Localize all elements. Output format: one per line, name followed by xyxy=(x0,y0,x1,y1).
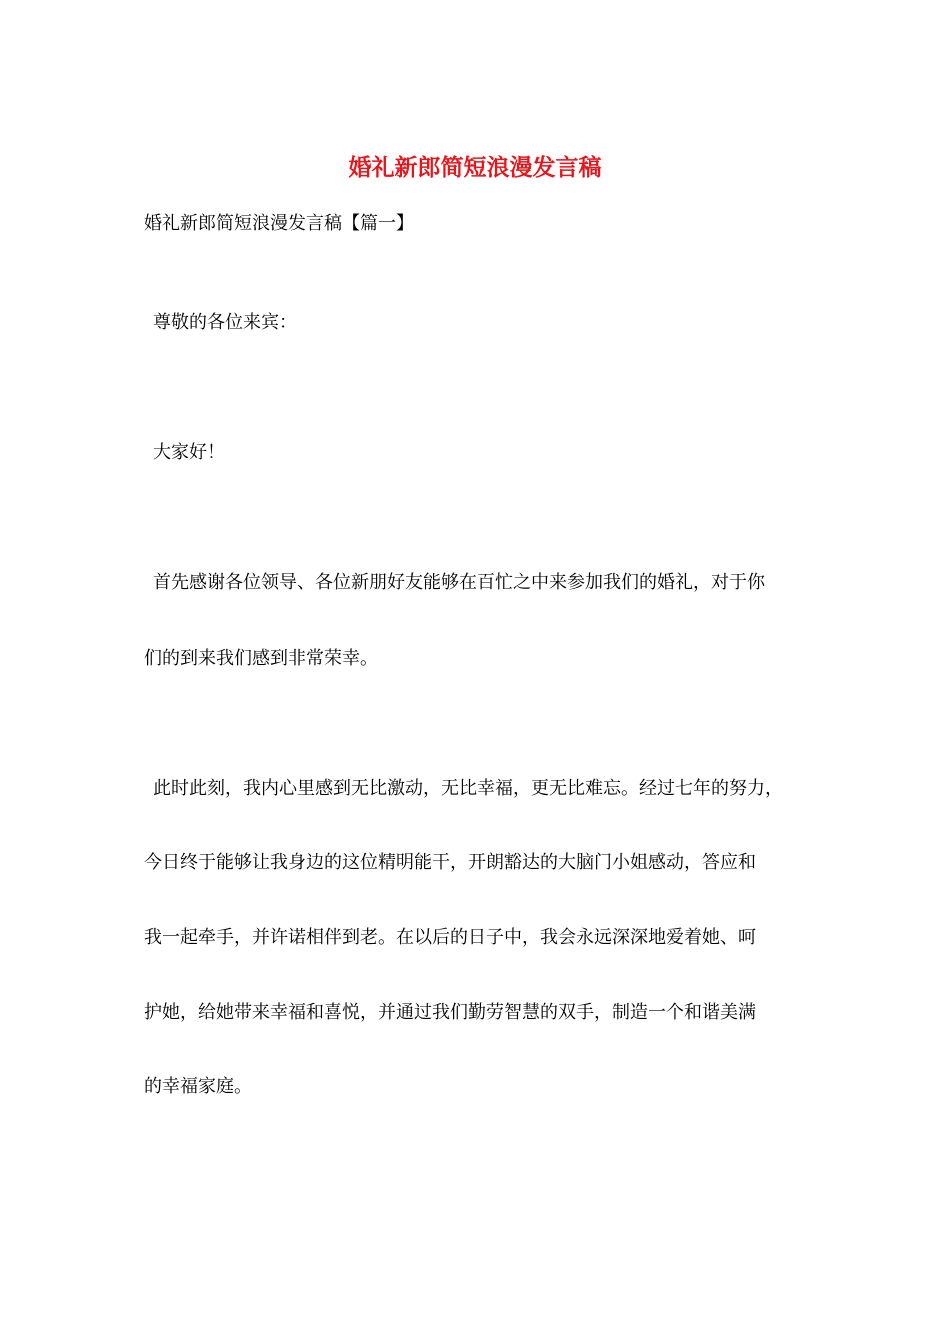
paragraph2-line3: 我一起牵手，并许诺相伴到老。在以后的日子中，我会永远深深地爱着她、呵 xyxy=(144,927,756,948)
paragraph2-line4: 护她，给她带来幸福和喜悦，并通过我们勤劳智慧的双手，制造一个和谐美满 xyxy=(144,1002,756,1023)
paragraph1-line2: 们的到来我们感到非常荣幸。 xyxy=(144,648,378,669)
document-title: 婚礼新郎简短浪漫发言稿 xyxy=(348,154,602,181)
paragraph1-line1: 首先感谢各位领导、各位新朋好友能够在百忙之中来参加我们的婚礼，对于你 xyxy=(153,572,765,593)
greeting-line: 尊敬的各位来宾： xyxy=(153,312,297,333)
paragraph2-line5: 的幸福家庭。 xyxy=(144,1076,252,1097)
hello-line: 大家好！ xyxy=(153,442,225,463)
section-heading: 婚礼新郎简短浪漫发言稿【篇一】 xyxy=(144,213,414,234)
paragraph2-line1: 此时此刻，我内心里感到无比激动，无比幸福，更无比难忘。经过七年的努力， xyxy=(153,778,783,799)
paragraph2-line2: 今日终于能够让我身边的这位精明能干，开朗豁达的大脑门小姐感动，答应和 xyxy=(144,852,756,873)
